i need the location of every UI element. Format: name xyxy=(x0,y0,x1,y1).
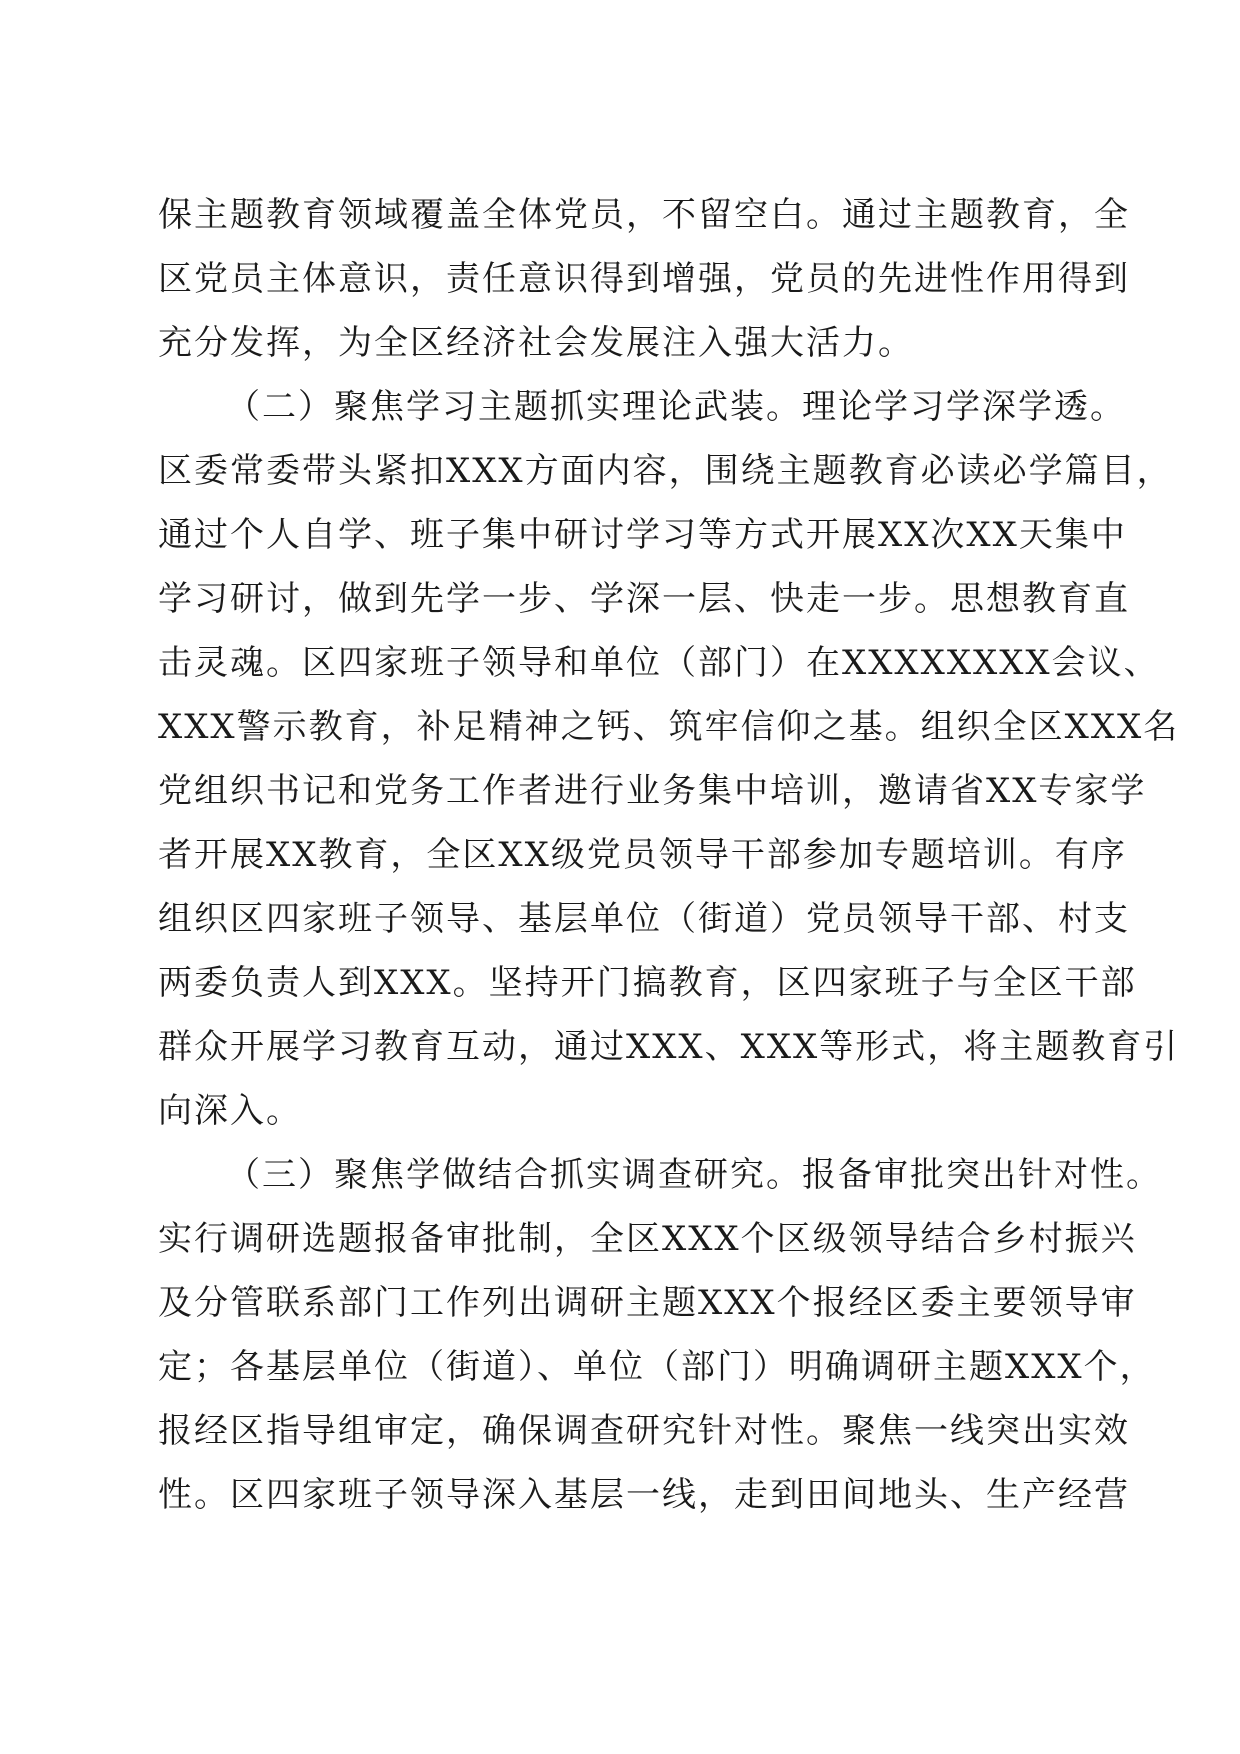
paragraph-line: 党组织书记和党务工作者进行业务集中培训，邀请省XX专家学 xyxy=(158,771,1147,811)
paragraph-line: 者开展XX教育，全区XX级党员领导干部参加专题培训。有序 xyxy=(158,835,1127,875)
paragraph-line: 通过个人自学、班子集中研讨学习等方式开展XX次XX天集中 xyxy=(158,515,1127,555)
paragraph-line: 学习研讨，做到先学一步、学深一层、快走一步。思想教育直 xyxy=(158,579,1130,619)
paragraph-line: 保主题教育领域覆盖全体党员，不留空白。通过主题教育，全 xyxy=(158,195,1130,235)
paragraph-line: 充分发挥，为全区经济社会发展注入强大活力。 xyxy=(158,323,914,363)
paragraph-line: 两委负责人到XXX。坚持开门搞教育，区四家班子与全区干部 xyxy=(158,963,1137,1003)
paragraph-line: 区党员主体意识，责任意识得到增强，党员的先进性作用得到 xyxy=(158,259,1130,299)
paragraph-line: XXX警示教育，补足精神之钙、筑牢信仰之基。组织全区XXX名 xyxy=(158,707,1180,747)
paragraph-line: 群众开展学习教育互动，通过XXX、XXX等形式，将主题教育引 xyxy=(158,1027,1180,1067)
paragraph-line: 实行调研选题报备审批制，全区XXX个区级领导结合乡村振兴 xyxy=(158,1219,1137,1259)
section-heading-line: （三）聚焦学做结合抓实调查研究。报备审批突出针对性。 xyxy=(226,1155,1162,1195)
paragraph-line: 向深入。 xyxy=(158,1091,302,1131)
paragraph-line: 区委常委带头紧扣XXX方面内容，围绕主题教育必读必学篇目， xyxy=(158,451,1173,491)
section-heading-line: （二）聚焦学习主题抓实理论武装。理论学习学深学透。 xyxy=(226,387,1126,427)
body-text xyxy=(158,183,1180,1527)
paragraph-line: 性。区四家班子领导深入基层一线，走到田间地头、生产经营 xyxy=(158,1475,1130,1515)
paragraph-line: 定；各基层单位（街道）、单位（部门）明确调研主题XXX个， xyxy=(158,1347,1156,1387)
paragraph-line: 组织区四家班子领导、基层单位（街道）党员领导干部、村支 xyxy=(158,899,1130,939)
paragraph-line: 及分管联系部门工作列出调研主题XXX个报经区委主要领导审 xyxy=(158,1283,1137,1323)
paragraph-line: 击灵魂。区四家班子领导和单位（部门）在XXXXXXXX会议、 xyxy=(158,643,1160,683)
paragraph-line: 报经区指导组审定，确保调查研究针对性。聚焦一线突出实效 xyxy=(158,1411,1130,1451)
